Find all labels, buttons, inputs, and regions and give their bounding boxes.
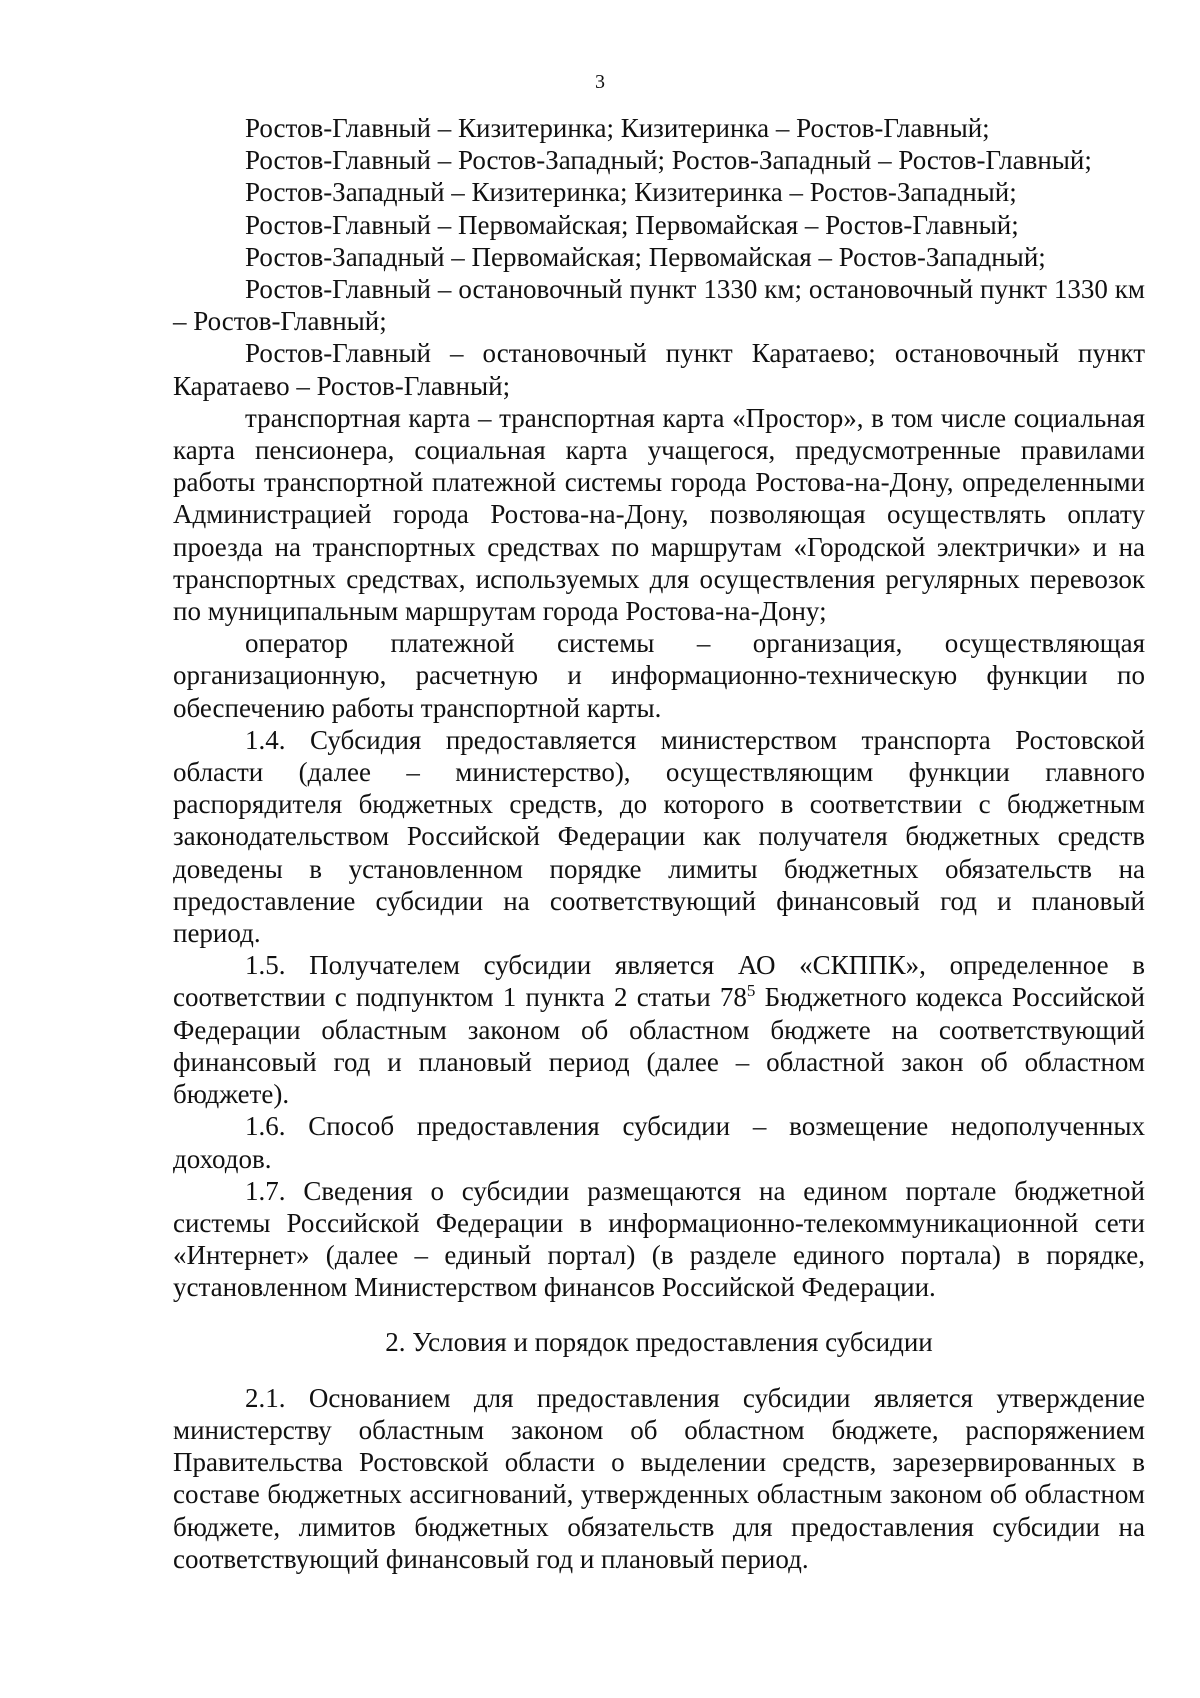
route-line: Ростов-Западный – Кизитеринка; Кизитеринка – Ростов-Западный;	[245, 177, 1017, 208]
route-line: Ростов-Западный – Первомайская; Первомайская – Ростов-Западный;	[245, 241, 1046, 272]
route-line: Ростов-Главный – Первомайская; Первомайская – Ростов-Главный;	[245, 209, 1019, 240]
route-karataevo-paragraph: Ростов-Главный – остановочный пункт Каратаево; остановочный пункт Каратаево – Ростов-Главный;	[173, 338, 1145, 401]
clause-1-5-text-start: 1.5. Получателем субсидии является АО «СКППК», определенное в соответствии с подпунктом 1 пункта 2 статьи 78	[173, 950, 1145, 1013]
payment-operator-definition: оператор платежной системы – организация, осуществляющая организационную, расчетную и информационно-техническую функции по обеспечению работы транспортной карты.	[173, 628, 1145, 723]
section-2-title: 2. Условия и порядок предоставления субсидии	[385, 1326, 933, 1357]
article-superscript: 5	[746, 981, 756, 1001]
route-line: Ростов-Главный – Кизитеринка; Кизитеринка – Ростов-Главный;	[245, 113, 990, 143]
document-body	[173, 112, 1145, 1575]
clause-1-5	[173, 949, 1145, 1110]
clause-2-1: 2.1. Основанием для предоставления субсидии является утверждение министерству областным законом об областном бюджете, распоряжением Правительства Ростовской области о выделении средств, зарезервированных в составе бюджетных ассигнований, утвержденных областным законом об областном бюджете, лимитов бюджетных обязательств для предоставления субсидии на соответствующий финансовый год и плановый период.	[173, 1382, 1145, 1574]
route-1330-paragraph: Ростов-Главный – остановочный пункт 1330 км; остановочный пункт 1330 км – Ростов-Главный;	[173, 274, 1145, 337]
route-line: Ростов-Главный – Ростов-Западный; Ростов-Западный – Ростов-Главный;	[245, 145, 1092, 176]
transport-card-definition: транспортная карта – транспортная карта «Простор», в том числе социальная карта пенсионера, социальная карта учащегося, предусмотренные правилами работы транспортной платежной системы города Ростова-на-Дону, определенными Администрацией города Ростова-на-Дону, позволяющая осуществлять оплату проезда на транспортных средствах по маршрутам «Городской электрички» и на транспортных средствах, используемых для осуществления регулярных перевозок по муниципальным маршрутам города Ростова-на-Дону;	[173, 402, 1145, 627]
clause-1-7: 1.7. Сведения о субсидии размещаются на едином портале бюджетной системы Российской Федерации в информационно-телекоммуникационной сети «Интернет» (далее – единый портал) (в разделе единого портала) в порядке, установленном Министерством финансов Российской Федерации.	[173, 1175, 1145, 1303]
clause-1-6: 1.6. Способ предоставления субсидии – возмещение недополученных доходов.	[173, 1111, 1145, 1174]
clause-1-4: 1.4. Субсидия предоставляется министерством транспорта Ростовской области (далее – министерство), осуществляющим функции главного распорядителя бюджетных средств, до которого в соответствии с бюджетным законодательством Российской Федерации как получателя бюджетных средств доведены в установленном порядке лимиты бюджетных обязательств на предоставление субсидии на соответствующий финансовый год и плановый период.	[173, 724, 1145, 949]
clause-1-5-text-end: Бюджетного кодекса Российской Федерации областным законом об областном бюджете на соответствующий финансовый год и плановый период (далее – областной закон об областном бюджете).	[173, 982, 1145, 1110]
page-number: 3	[595, 71, 605, 93]
